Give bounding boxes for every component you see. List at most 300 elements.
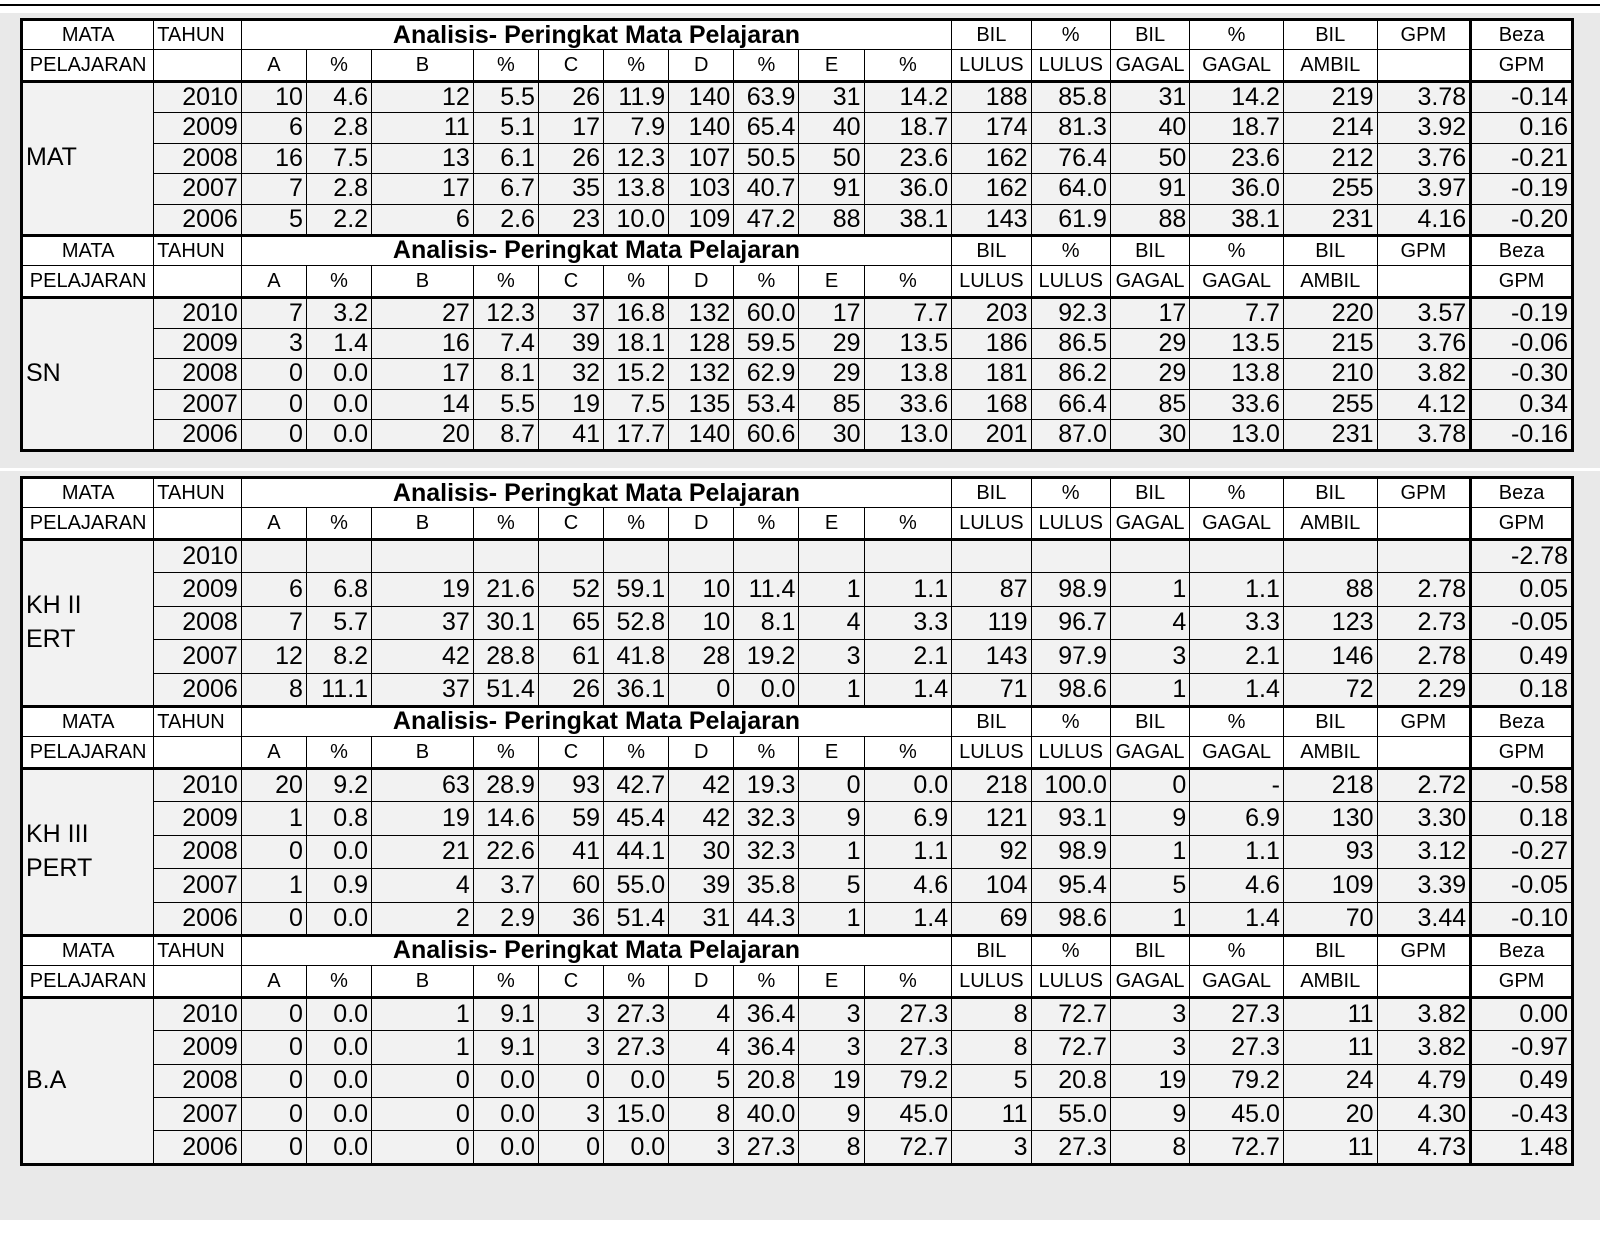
grade-header: % bbox=[306, 965, 371, 997]
value-cell: 140 bbox=[669, 113, 734, 144]
value-cell: 186 bbox=[952, 328, 1031, 359]
gpm-header-blank bbox=[1377, 265, 1471, 297]
gagal-pct-header: GAGAL bbox=[1190, 736, 1284, 768]
value-cell: 143 bbox=[952, 640, 1031, 673]
value-cell: 50 bbox=[1110, 143, 1189, 174]
value-cell: 7 bbox=[241, 606, 306, 639]
year-cell: 2010 bbox=[154, 82, 242, 113]
value-cell: 7.7 bbox=[1190, 297, 1284, 328]
value-cell: 42 bbox=[669, 768, 734, 801]
value-cell: 32.3 bbox=[734, 835, 799, 868]
gagal-header: GAGAL bbox=[1110, 50, 1189, 82]
value-cell: 121 bbox=[952, 802, 1031, 835]
year-cell: 2007 bbox=[154, 640, 242, 673]
value-cell bbox=[1377, 540, 1471, 573]
value-cell: 8.2 bbox=[306, 640, 371, 673]
value-cell: 0 bbox=[241, 1031, 306, 1064]
value-cell: -0.97 bbox=[1471, 1031, 1573, 1064]
value-cell: 27.3 bbox=[604, 997, 669, 1030]
value-cell: 9 bbox=[799, 802, 864, 835]
year-cell: 2006 bbox=[154, 1131, 242, 1164]
table-row bbox=[22, 297, 1573, 328]
top-rule bbox=[0, 4, 1600, 6]
value-cell: 5 bbox=[1110, 869, 1189, 902]
tahun-header: TAHUN bbox=[154, 706, 242, 736]
beza-gpm-header: GPM bbox=[1471, 508, 1573, 540]
table-row bbox=[22, 835, 1573, 868]
value-cell: 3.92 bbox=[1377, 113, 1471, 144]
value-cell: 0.8 bbox=[306, 802, 371, 835]
year-cell: 2007 bbox=[154, 174, 242, 205]
value-cell: 2.78 bbox=[1377, 640, 1471, 673]
value-cell: 220 bbox=[1283, 297, 1377, 328]
value-cell: 62.9 bbox=[734, 359, 799, 390]
value-cell: 1.4 bbox=[1190, 902, 1284, 935]
gagal-header: GAGAL bbox=[1110, 265, 1189, 297]
value-cell: 41.8 bbox=[604, 640, 669, 673]
value-cell: 79.2 bbox=[1190, 1064, 1284, 1097]
year-cell: 2009 bbox=[154, 113, 242, 144]
value-cell: 42 bbox=[372, 640, 474, 673]
value-cell: 14 bbox=[372, 389, 474, 420]
value-cell: 8 bbox=[241, 673, 306, 706]
value-cell: 12 bbox=[372, 82, 474, 113]
value-cell: 23.6 bbox=[864, 143, 952, 174]
value-cell: 3 bbox=[952, 1131, 1031, 1164]
value-cell: 0.0 bbox=[306, 835, 371, 868]
value-cell: -2.78 bbox=[1471, 540, 1573, 573]
value-cell: 98.6 bbox=[1031, 673, 1110, 706]
value-cell: 3 bbox=[1110, 640, 1189, 673]
value-cell: 92.3 bbox=[1031, 297, 1110, 328]
value-cell: 19 bbox=[1110, 1064, 1189, 1097]
value-cell: 1.4 bbox=[1190, 673, 1284, 706]
value-cell: 29 bbox=[1110, 359, 1189, 390]
value-cell: 66.4 bbox=[1031, 389, 1110, 420]
value-cell: 17 bbox=[799, 297, 864, 328]
value-cell bbox=[952, 540, 1031, 573]
value-cell: 27.3 bbox=[864, 1031, 952, 1064]
bil-ambil-header: BIL bbox=[1283, 235, 1377, 265]
pct-gagal-header: % bbox=[1190, 478, 1284, 508]
value-cell: -0.19 bbox=[1471, 297, 1573, 328]
value-cell: -0.05 bbox=[1471, 606, 1573, 639]
mata-header: MATA bbox=[22, 478, 154, 508]
header-row-2 bbox=[22, 508, 1573, 540]
tahun-header: TAHUN bbox=[154, 20, 242, 50]
ambil-header: AMBIL bbox=[1283, 50, 1377, 82]
value-cell: 3.76 bbox=[1377, 328, 1471, 359]
value-cell: -0.21 bbox=[1471, 143, 1573, 174]
value-cell: 6.9 bbox=[864, 802, 952, 835]
value-cell: 19.2 bbox=[734, 640, 799, 673]
grade-header: D bbox=[669, 265, 734, 297]
value-cell: 37 bbox=[372, 606, 474, 639]
value-cell: 255 bbox=[1283, 174, 1377, 205]
gagal-header: GAGAL bbox=[1110, 736, 1189, 768]
pct-gagal-header: % bbox=[1190, 706, 1284, 736]
value-cell: 23.6 bbox=[1190, 143, 1284, 174]
value-cell: 40 bbox=[1110, 113, 1189, 144]
value-cell: 1 bbox=[799, 902, 864, 935]
value-cell: 20.8 bbox=[734, 1064, 799, 1097]
lulus-header: LULUS bbox=[952, 265, 1031, 297]
value-cell: 60.6 bbox=[734, 420, 799, 451]
grade-header: % bbox=[864, 736, 952, 768]
value-cell: -0.05 bbox=[1471, 869, 1573, 902]
panel-lower bbox=[0, 471, 1600, 1220]
value-cell: 168 bbox=[952, 389, 1031, 420]
value-cell: 35 bbox=[538, 174, 603, 205]
value-cell: 59 bbox=[538, 802, 603, 835]
value-cell: 96.7 bbox=[1031, 606, 1110, 639]
table-row bbox=[22, 902, 1573, 935]
value-cell: 1 bbox=[241, 869, 306, 902]
value-cell: 3 bbox=[1110, 997, 1189, 1030]
bil-gagal-header: BIL bbox=[1110, 706, 1189, 736]
value-cell: 0.0 bbox=[306, 902, 371, 935]
gagal-pct-header: GAGAL bbox=[1190, 965, 1284, 997]
value-cell: 7.5 bbox=[306, 143, 371, 174]
pct-lulus-header: % bbox=[1031, 478, 1110, 508]
value-cell: 17 bbox=[372, 359, 474, 390]
value-cell: 8 bbox=[799, 1131, 864, 1164]
value-cell: 0 bbox=[241, 902, 306, 935]
value-cell: 30.1 bbox=[473, 606, 538, 639]
value-cell: 104 bbox=[952, 869, 1031, 902]
value-cell: 93.1 bbox=[1031, 802, 1110, 835]
year-cell: 2009 bbox=[154, 802, 242, 835]
value-cell: 1 bbox=[1110, 673, 1189, 706]
grade-header: A bbox=[241, 265, 306, 297]
value-cell: 9.1 bbox=[473, 1031, 538, 1064]
pct-lulus-header: % bbox=[1031, 20, 1110, 50]
grade-header: C bbox=[538, 265, 603, 297]
value-cell: 16 bbox=[372, 328, 474, 359]
value-cell: 3.82 bbox=[1377, 997, 1471, 1030]
value-cell: 2.29 bbox=[1377, 673, 1471, 706]
gpm-header-blank bbox=[1377, 508, 1471, 540]
grade-header: % bbox=[734, 736, 799, 768]
value-cell: 0.0 bbox=[306, 1064, 371, 1097]
beza-header: Beza bbox=[1471, 235, 1573, 265]
value-cell: 12.3 bbox=[473, 297, 538, 328]
panel-upper bbox=[0, 13, 1600, 468]
value-cell: 21 bbox=[372, 835, 474, 868]
value-cell: 11 bbox=[1283, 1131, 1377, 1164]
bil-ambil-header: BIL bbox=[1283, 478, 1377, 508]
value-cell: 45.0 bbox=[1190, 1098, 1284, 1131]
value-cell: 4 bbox=[1110, 606, 1189, 639]
value-cell: -0.27 bbox=[1471, 835, 1573, 868]
value-cell: 0 bbox=[1110, 768, 1189, 801]
value-cell: 2.8 bbox=[306, 174, 371, 205]
value-cell: 4.6 bbox=[864, 869, 952, 902]
value-cell: 32.3 bbox=[734, 802, 799, 835]
table-row bbox=[22, 143, 1573, 174]
value-cell: 3.78 bbox=[1377, 82, 1471, 113]
grade-header: % bbox=[604, 508, 669, 540]
value-cell: 19 bbox=[372, 573, 474, 606]
mata-header: MATA bbox=[22, 706, 154, 736]
value-cell: 11 bbox=[372, 113, 474, 144]
value-cell: 135 bbox=[669, 389, 734, 420]
value-cell: 30 bbox=[669, 835, 734, 868]
value-cell: 50.5 bbox=[734, 143, 799, 174]
value-cell: 18.7 bbox=[1190, 113, 1284, 144]
value-cell: 27.3 bbox=[1190, 1031, 1284, 1064]
value-cell: 9 bbox=[799, 1098, 864, 1131]
lulus-pct-header: LULUS bbox=[1031, 965, 1110, 997]
value-cell: 6.9 bbox=[1190, 802, 1284, 835]
value-cell: 98.9 bbox=[1031, 835, 1110, 868]
value-cell: 59.5 bbox=[734, 328, 799, 359]
value-cell: 50 bbox=[799, 143, 864, 174]
value-cell: 24 bbox=[1283, 1064, 1377, 1097]
gpm-header: GPM bbox=[1377, 935, 1471, 965]
value-cell bbox=[538, 540, 603, 573]
value-cell: 0.34 bbox=[1471, 389, 1573, 420]
value-cell: 15.0 bbox=[604, 1098, 669, 1131]
grade-header: % bbox=[473, 508, 538, 540]
value-cell: 10 bbox=[241, 82, 306, 113]
value-cell: 0 bbox=[538, 1131, 603, 1164]
pct-gagal-header: % bbox=[1190, 20, 1284, 50]
value-cell: -0.58 bbox=[1471, 768, 1573, 801]
value-cell: 0 bbox=[241, 1098, 306, 1131]
lulus-pct-header: LULUS bbox=[1031, 508, 1110, 540]
value-cell: 162 bbox=[952, 143, 1031, 174]
lulus-header: LULUS bbox=[952, 736, 1031, 768]
grade-header: % bbox=[864, 508, 952, 540]
value-cell: 11.4 bbox=[734, 573, 799, 606]
value-cell: -0.19 bbox=[1471, 174, 1573, 205]
value-cell: 210 bbox=[1283, 359, 1377, 390]
tahun-header-blank bbox=[154, 265, 242, 297]
pelajaran-header: PELAJARAN bbox=[22, 265, 154, 297]
value-cell: 88 bbox=[1110, 204, 1189, 235]
beza-gpm-header: GPM bbox=[1471, 736, 1573, 768]
pct-gagal-header: % bbox=[1190, 235, 1284, 265]
value-cell: 35.8 bbox=[734, 869, 799, 902]
table-row bbox=[22, 573, 1573, 606]
value-cell: 98.9 bbox=[1031, 573, 1110, 606]
value-cell: 42 bbox=[669, 802, 734, 835]
header-row-1 bbox=[22, 235, 1573, 265]
value-cell: 128 bbox=[669, 328, 734, 359]
value-cell: 20 bbox=[241, 768, 306, 801]
value-cell bbox=[669, 540, 734, 573]
value-cell: 33.6 bbox=[864, 389, 952, 420]
value-cell: 0.05 bbox=[1471, 573, 1573, 606]
value-cell: 1.1 bbox=[1190, 835, 1284, 868]
analysis-table-upper bbox=[20, 18, 1574, 452]
table-row bbox=[22, 802, 1573, 835]
grade-header: % bbox=[864, 965, 952, 997]
value-cell: 36 bbox=[538, 902, 603, 935]
value-cell: 27.3 bbox=[1031, 1131, 1110, 1164]
value-cell: 6 bbox=[241, 573, 306, 606]
value-cell: -0.14 bbox=[1471, 82, 1573, 113]
value-cell: 17 bbox=[538, 113, 603, 144]
value-cell: 0 bbox=[241, 1131, 306, 1164]
value-cell: 130 bbox=[1283, 802, 1377, 835]
value-cell: 0.49 bbox=[1471, 1064, 1573, 1097]
value-cell: 2.2 bbox=[306, 204, 371, 235]
value-cell: 5 bbox=[241, 204, 306, 235]
table-row bbox=[22, 389, 1573, 420]
value-cell: 27.3 bbox=[864, 997, 952, 1030]
year-cell: 2009 bbox=[154, 573, 242, 606]
year-cell: 2008 bbox=[154, 606, 242, 639]
grade-header: % bbox=[734, 50, 799, 82]
value-cell: 109 bbox=[1283, 869, 1377, 902]
value-cell: 51.4 bbox=[473, 673, 538, 706]
value-cell: 9.2 bbox=[306, 768, 371, 801]
grade-header: E bbox=[799, 965, 864, 997]
value-cell: 52.8 bbox=[604, 606, 669, 639]
table-row bbox=[22, 1031, 1573, 1064]
value-cell: 0 bbox=[372, 1131, 474, 1164]
table-row bbox=[22, 420, 1573, 451]
value-cell: 219 bbox=[1283, 82, 1377, 113]
beza-header: Beza bbox=[1471, 935, 1573, 965]
value-cell: 132 bbox=[669, 297, 734, 328]
value-cell: 92 bbox=[952, 835, 1031, 868]
value-cell: 4.30 bbox=[1377, 1098, 1471, 1131]
value-cell: 69 bbox=[952, 902, 1031, 935]
value-cell: 95.4 bbox=[1031, 869, 1110, 902]
value-cell: 7.7 bbox=[864, 297, 952, 328]
value-cell: 3.7 bbox=[473, 869, 538, 902]
value-cell: 8.1 bbox=[473, 359, 538, 390]
value-cell: 3.12 bbox=[1377, 835, 1471, 868]
subject-name: B.A bbox=[22, 997, 154, 1164]
value-cell bbox=[372, 540, 474, 573]
table-title: Analisis- Peringkat Mata Pelajaran bbox=[241, 706, 951, 736]
table-row bbox=[22, 606, 1573, 639]
grade-header: % bbox=[604, 965, 669, 997]
gagal-pct-header: GAGAL bbox=[1190, 50, 1284, 82]
value-cell: 22.6 bbox=[473, 835, 538, 868]
value-cell: 4 bbox=[799, 606, 864, 639]
value-cell: 30 bbox=[799, 420, 864, 451]
grade-header: % bbox=[473, 265, 538, 297]
value-cell: 36.4 bbox=[734, 1031, 799, 1064]
value-cell: 140 bbox=[669, 420, 734, 451]
value-cell: 0 bbox=[241, 389, 306, 420]
bil-gagal-header: BIL bbox=[1110, 20, 1189, 50]
value-cell: 11 bbox=[1283, 1031, 1377, 1064]
value-cell: 174 bbox=[952, 113, 1031, 144]
value-cell: 71 bbox=[952, 673, 1031, 706]
value-cell: 0.0 bbox=[473, 1131, 538, 1164]
year-cell: 2007 bbox=[154, 1098, 242, 1131]
table-row bbox=[22, 540, 1573, 573]
tahun-header: TAHUN bbox=[154, 478, 242, 508]
value-cell: 181 bbox=[952, 359, 1031, 390]
value-cell: 3 bbox=[538, 1031, 603, 1064]
mata-header: MATA bbox=[22, 935, 154, 965]
value-cell: 20 bbox=[1283, 1098, 1377, 1131]
value-cell: 3 bbox=[538, 997, 603, 1030]
value-cell: 19 bbox=[372, 802, 474, 835]
value-cell: 10 bbox=[669, 606, 734, 639]
value-cell: 3.78 bbox=[1377, 420, 1471, 451]
value-cell: 28 bbox=[669, 640, 734, 673]
value-cell: 0 bbox=[372, 1098, 474, 1131]
value-cell: 3 bbox=[669, 1131, 734, 1164]
grade-header: % bbox=[306, 736, 371, 768]
value-cell: 12.3 bbox=[604, 143, 669, 174]
value-cell: 41 bbox=[538, 835, 603, 868]
header-row-1 bbox=[22, 20, 1573, 50]
value-cell: 1 bbox=[241, 802, 306, 835]
value-cell: 86.5 bbox=[1031, 328, 1110, 359]
value-cell: 97.9 bbox=[1031, 640, 1110, 673]
value-cell: 11 bbox=[1283, 997, 1377, 1030]
value-cell: 5.7 bbox=[306, 606, 371, 639]
pct-gagal-header: % bbox=[1190, 935, 1284, 965]
year-cell: 2008 bbox=[154, 143, 242, 174]
gpm-header: GPM bbox=[1377, 478, 1471, 508]
value-cell: 0.0 bbox=[306, 389, 371, 420]
value-cell: 4.6 bbox=[1190, 869, 1284, 902]
value-cell: 37 bbox=[372, 673, 474, 706]
grade-header: % bbox=[604, 265, 669, 297]
value-cell: 17.7 bbox=[604, 420, 669, 451]
value-cell: 100.0 bbox=[1031, 768, 1110, 801]
value-cell: 17 bbox=[1110, 297, 1189, 328]
ambil-header: AMBIL bbox=[1283, 736, 1377, 768]
value-cell: 6 bbox=[372, 204, 474, 235]
value-cell: 0.18 bbox=[1471, 673, 1573, 706]
grade-header: D bbox=[669, 50, 734, 82]
value-cell: 0 bbox=[241, 997, 306, 1030]
value-cell: 45.4 bbox=[604, 802, 669, 835]
value-cell: 0 bbox=[241, 1064, 306, 1097]
grade-header: C bbox=[538, 508, 603, 540]
tahun-header-blank bbox=[154, 50, 242, 82]
value-cell: -0.20 bbox=[1471, 204, 1573, 235]
value-cell: 27.3 bbox=[1190, 997, 1284, 1030]
table-row bbox=[22, 1098, 1573, 1131]
value-cell: 72.7 bbox=[864, 1131, 952, 1164]
table-row bbox=[22, 113, 1573, 144]
value-cell bbox=[604, 540, 669, 573]
value-cell: 51.4 bbox=[604, 902, 669, 935]
value-cell: 2.9 bbox=[473, 902, 538, 935]
value-cell: 10.0 bbox=[604, 204, 669, 235]
value-cell: 26 bbox=[538, 82, 603, 113]
grade-header: A bbox=[241, 508, 306, 540]
value-cell: -0.30 bbox=[1471, 359, 1573, 390]
value-cell: 39 bbox=[669, 869, 734, 902]
tahun-header: TAHUN bbox=[154, 235, 242, 265]
lulus-header: LULUS bbox=[952, 50, 1031, 82]
beza-header: Beza bbox=[1471, 20, 1573, 50]
value-cell: 17 bbox=[372, 174, 474, 205]
value-cell: 1.1 bbox=[1190, 573, 1284, 606]
bil-ambil-header: BIL bbox=[1283, 706, 1377, 736]
bil-lulus-header: BIL bbox=[952, 706, 1031, 736]
value-cell: 188 bbox=[952, 82, 1031, 113]
value-cell: 72.7 bbox=[1190, 1131, 1284, 1164]
grade-header: % bbox=[864, 265, 952, 297]
value-cell: 93 bbox=[538, 768, 603, 801]
bil-gagal-header: BIL bbox=[1110, 478, 1189, 508]
value-cell: 0.00 bbox=[1471, 997, 1573, 1030]
